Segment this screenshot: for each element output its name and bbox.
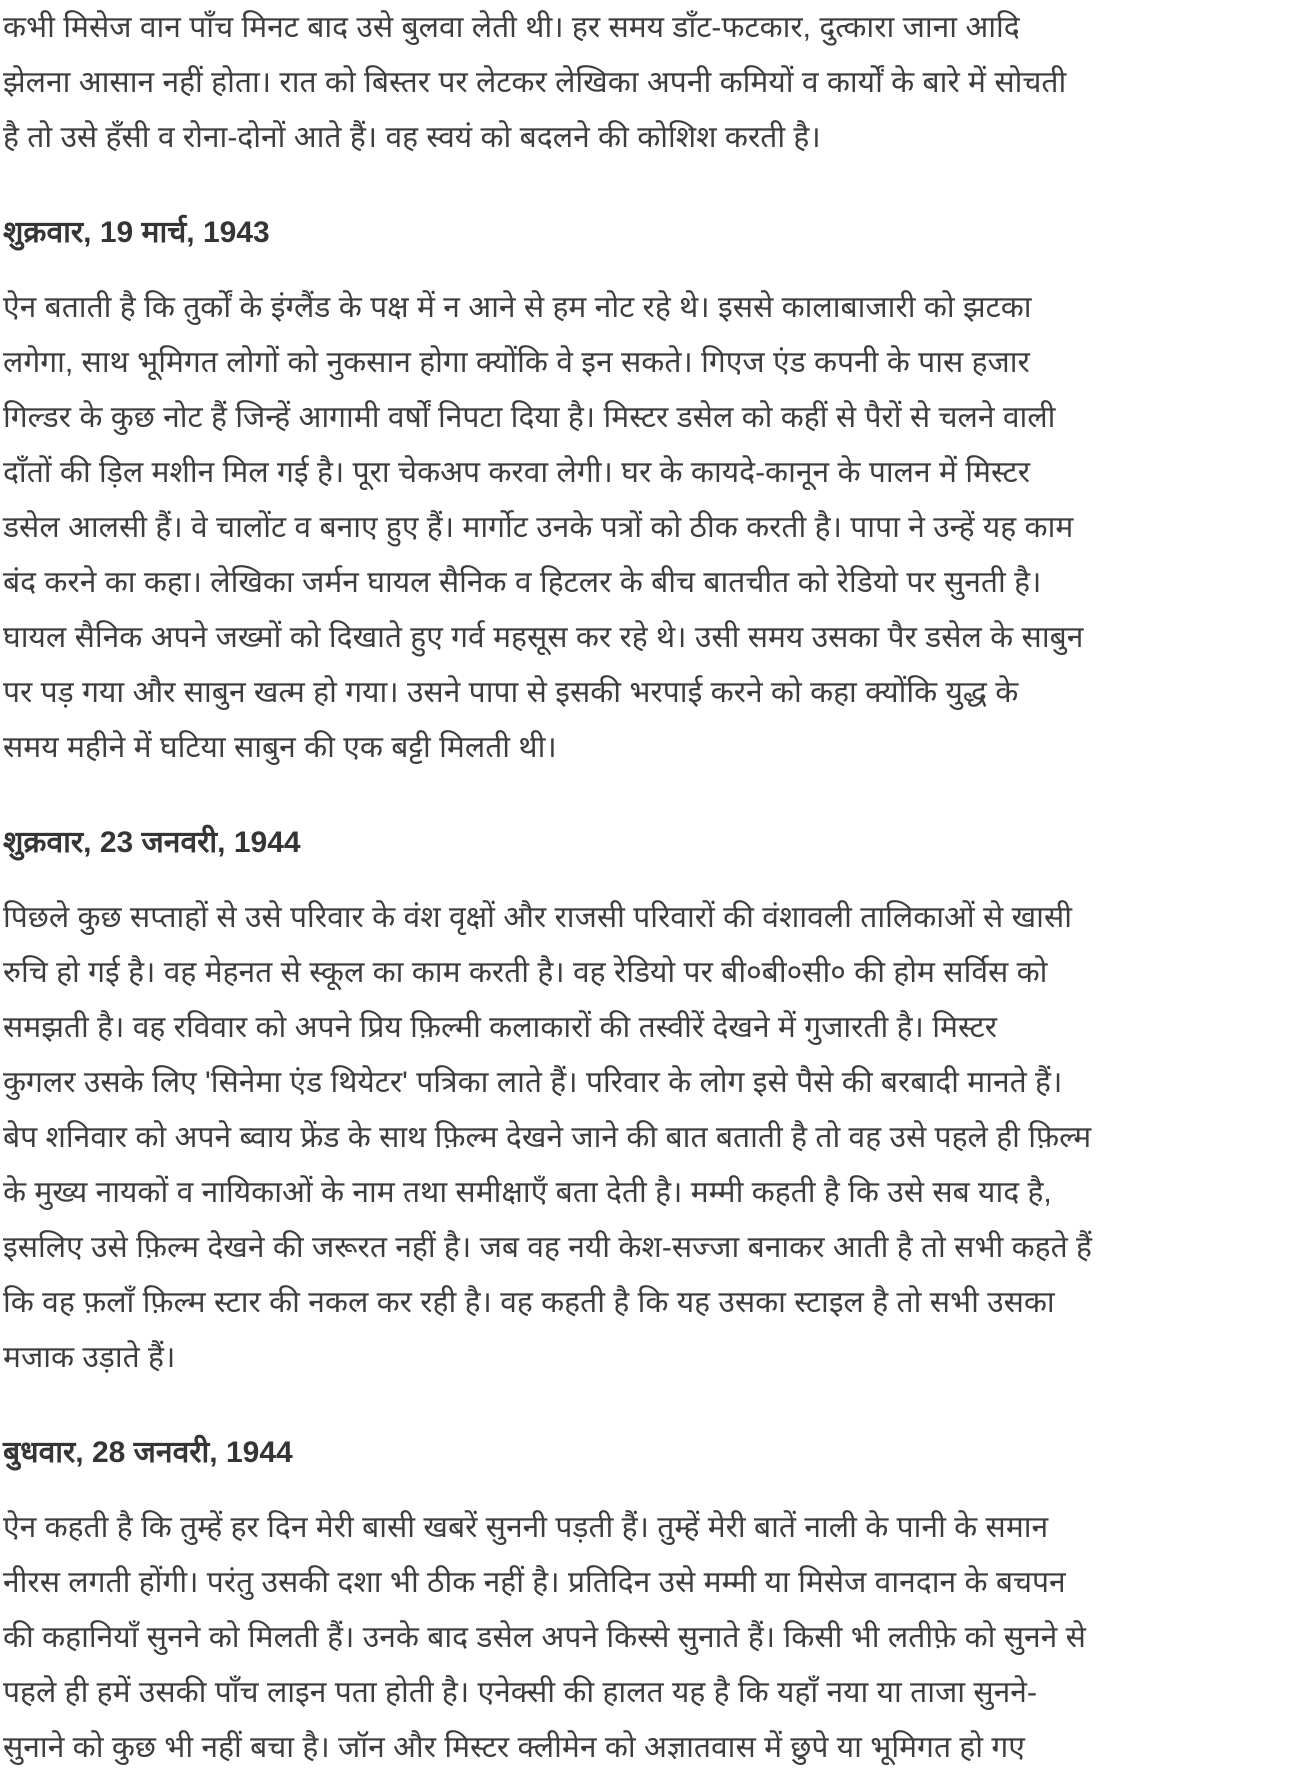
diary-entry-paragraph-1944-01-28: [3, 1500, 1294, 1775]
text-line: घायल सैनिक अपने जख्मों को दिखाते हुए गर्व महसूस कर रहे थे। उसी समय उसका पैर डसेल के साबुन: [3, 621, 1084, 654]
intro-paragraph: [3, 0, 1294, 165]
diary-entry-paragraph-1943-03-19: [3, 280, 1294, 775]
text-line: ऐन कहती है कि तुम्हें हर दिन मेरी बासी खबरें सुननी पड़ती हैं। तुम्हें मेरी बातें नाली के पानी के समान: [3, 1511, 1049, 1544]
diary-entry-heading-1944-01-23: शुक्रवार, 23 जनवरी, 1944: [3, 826, 301, 859]
text-line: के मुख्य नायकों व नायिकाओं के नाम तथा समीक्षाएँ बता देती है। मम्मी कहती है कि उसे सब याद है,: [3, 1176, 1052, 1209]
text-line: गिल्डर के कुछ नोट हैं जिन्हें आगामी वर्षों निपटा दिया है। मिस्टर डसेल को कहीं से पैरों से चलने वाली: [3, 401, 1056, 434]
text-line: मजाक उड़ाते हैं।: [3, 1341, 176, 1374]
text-line: लगेगा, साथ भूमिगत लोगों को नुकसान होगा क्योंकि वे इन सकते। गिएज एंड कपनी के पास हजार: [3, 346, 1030, 379]
text-line: कि वह फ़लाँ फ़िल्म स्टार की नकल कर रही है। वह कहती है कि यह उसका स्टाइल है तो सभी उसका: [3, 1286, 1055, 1319]
text-line: है तो उसे हँसी व रोना-दोनों आते हैं। वह स्वयं को बदलने की कोशिश करती है।: [3, 121, 821, 154]
text-line: इसलिए उसे फ़िल्म देखने की जरूरत नहीं है। जब वह नयी केश-सज्जा बनाकर आती है तो सभी कहते हैं: [3, 1231, 1092, 1264]
text-line: डसेल आलसी हैं। वे चालोंट व बनाए हुए हैं। मार्गोट उनके पत्रों को ठीक करती है। पापा ने उन्हें यह काम: [3, 511, 1074, 544]
text-line: कभी मिसेज वान पाँच मिनट बाद उसे बुलवा लेती थी। हर समय डाँट-फटकार, दुत्कारा जाना आदि: [3, 11, 1020, 44]
text-line: समझती है। वह रविवार को अपने प्रिय फ़िल्मी कलाकारों की तस्वीरें देखने में गुजारती है। मिस्टर: [3, 1011, 998, 1044]
text-line: नीरस लगती होंगी। परंतु उसकी दशा भी ठीक नहीं है। प्रतिदिन उसे मम्मी या मिसेज वानदान के बचपन: [3, 1566, 1066, 1599]
text-line: बेप शनिवार को अपने ब्वाय फ्रेंड के साथ फ़िल्म देखने जाने की बात बताती है तो वह उसे पहले ही फ़िल्म: [3, 1121, 1092, 1154]
diary-entry-heading-1943-03-19: शुक्रवार, 19 मार्च, 1943: [3, 216, 270, 249]
text-line: दाँतों की ड़िल मशीन मिल गई है। पूरा चेकअप करवा लेगी। घर के कायदे-कानून के पालन में मिस्टर: [3, 456, 1031, 489]
text-line: कुगलर उसके लिए 'सिनेमा एंड थियेटर' पत्रिका लाते हैं। परिवार के लोग इसे पैसे की बरबादी मानते हैं।: [3, 1066, 1063, 1099]
text-line: रुचि हो गई है। वह मेहनत से स्कूल का काम करती है। वह रेडियो पर बी०बी०सी० की होम सर्विस को: [3, 956, 1048, 989]
text-line: झेलना आसान नहीं होता। रात को बिस्तर पर लेटकर लेखिका अपनी कमियों व कार्यों के बारे में सोचती: [3, 66, 1067, 99]
diary-entry-heading-1944-01-28: बुधवार, 28 जनवरी, 1944: [3, 1436, 293, 1469]
text-line: की कहानियाँ सुनने को मिलती हैं। उनके बाद डसेल अपने किस्से सुनाते हैं। किसी भी लतीफ़े को सुनने से: [3, 1621, 1086, 1654]
text-line: पिछले कुछ सप्ताहों से उसे परिवार के वंश वृक्षों और राजसी परिवारों की वंशावली तालिकाओं से खासी: [3, 901, 1072, 934]
text-line: सुनाने को कुछ भी नहीं बचा है। जॉन और मिस्टर क्लीमेन को अज्ञातवास में छुपे या भूमिगत हो गए: [3, 1731, 1025, 1764]
text-line: बंद करने का कहा। लेखिका जर्मन घायल सैनिक व हिटलर के बीच बातचीत को रेडियो पर सुनती है।: [3, 566, 1042, 599]
diary-entry-paragraph-1944-01-23: [3, 890, 1294, 1385]
text-line: पर पड़ गया और साबुन खत्म हो गया। उसने पापा से इसकी भरपाई करने को कहा क्योंकि युद्ध के: [3, 676, 1019, 709]
text-line: समय महीने में घटिया साबुन की एक बट्टी मिलती थी।: [3, 731, 557, 764]
text-line: पहले ही हमें उसकी पाँच लाइन पता होती है। एनेक्सी की हालत यह है कि यहाँ नया या ताजा सुनने-: [3, 1676, 1037, 1709]
text-line: ऐन बताती है कि तुर्कों के इंग्लैंड के पक्ष में न आने से हम नोट रहे थे। इससे कालाबाजारी को झटका: [3, 291, 1032, 324]
